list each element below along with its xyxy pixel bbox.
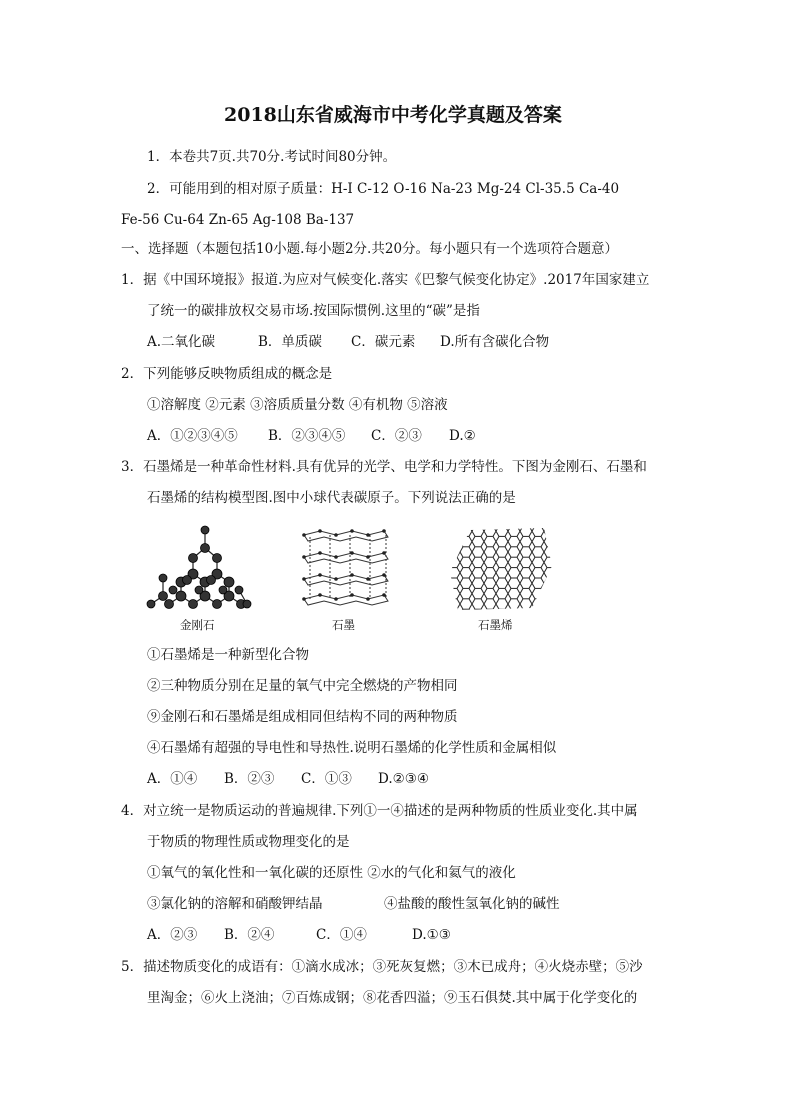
q3-option-c: C．①③ [301, 771, 352, 787]
q3-stem-line2: 石墨烯的结构模型图.图中小球代表碳原子。下列说法正确的是 [147, 490, 516, 506]
q3-statement-1: ①石墨烯是一种新型化合物 [147, 647, 309, 663]
q5-stem-line2: 里淘金；⑥火上浇油；⑦百炼成钢；⑧花香四溢；⑨玉石俱焚.其中属于化学变化的 [147, 990, 638, 1006]
diamond-structure-figure [143, 520, 253, 620]
q4-stem-line2: 于物质的物理性质或物理变化的是 [147, 834, 350, 850]
q4-statement-4: ④盐酸的酸性氢氧化钠的碱性 [384, 896, 560, 912]
graphene-structure-figure [448, 526, 554, 612]
q1-option-b: B．单质碳 [258, 334, 322, 350]
q3-option-a: A．①④ [147, 771, 198, 787]
q1-stem-line2: 了统一的碳排放权交易市场.按国际惯例.这里的“碳”是指 [147, 303, 480, 319]
q1-stem-line1: 1．据《中国环境报》报道.为应对气候变化.落实《巴黎气候变化协定》.2017年国家建立 [121, 272, 650, 288]
q2-option-a: A．①②③④⑤ [147, 428, 238, 444]
q3-option-d: D.②③④ [378, 771, 429, 787]
q1-option-c: C．碳元素 [351, 334, 416, 350]
page-title: 2018山东省威海市中考化学真题及答案 [224, 104, 562, 126]
q1-option-d: D.所有含碳化合物 [440, 334, 550, 350]
q2-stem: 2．下列能够反映物质组成的概念是 [121, 366, 333, 382]
note-2: 2．可能用到的相对原子质量：H-I C-12 O-16 Na-23 Mg-24 Cl-35.5 Ca-40 [147, 181, 620, 197]
q3-statement-3: ⑨金刚石和石墨烯是组成相同但结构不同的两种物质 [147, 709, 458, 725]
q2-option-b: B．②③④⑤ [268, 428, 346, 444]
q4-stem-line1: 4．对立统一是物质运动的普遍规律.下列①一④描述的是两种物质的性质业变化.其中属 [121, 803, 638, 819]
graphite-caption: 石墨 [332, 618, 355, 632]
note-1: 1．本卷共7页.共70分.考试时间80分钟。 [147, 149, 397, 165]
q4-option-b: B．②④ [224, 927, 275, 943]
graphene-caption: 石墨烯 [478, 618, 513, 632]
q4-statement-3: ③氯化钠的溶解和硝酸钾结晶 [147, 896, 323, 912]
q4-option-c: C．①④ [316, 927, 367, 943]
q3-stem-line1: 3．石墨烯是一种革命性材料.具有优异的光学、电学和力学特性。下图为金刚石、石墨和 [121, 459, 647, 475]
note-3: Fe-56 Cu-64 Zn-65 Ag-108 Ba-137 [121, 212, 355, 228]
diamond-caption: 金刚石 [180, 618, 215, 632]
q4-option-a: A．②③ [147, 927, 198, 943]
q2-option-c: C．②③ [371, 428, 422, 444]
q1-option-a: A.二氧化碳 [147, 334, 216, 350]
q3-statement-2: ②三种物质分别在足量的氧气中完全燃烧的产物相同 [147, 678, 458, 694]
section-heading: 一、选择题（本题包括10小题.每小题2分.共20分。每小题只有一个选项符合题意） [121, 241, 619, 257]
q3-option-b: B．②③ [224, 771, 275, 787]
q3-statement-4: ④石墨烯有超强的导电性和导热性.说明石墨烯的化学性质和金属相似 [147, 740, 557, 756]
q2-option-d: D.② [449, 428, 476, 444]
q2-items: ①溶解度 ②元素 ③溶质质量分数 ④有机物 ⑤溶液 [147, 397, 448, 413]
q4-option-d: D.①③ [412, 927, 451, 943]
q4-statement-1-2: ①氧气的氧化性和一氧化碳的还原性 ②水的气化和氦气的液化 [147, 865, 516, 881]
q5-stem-line1: 5．描述物质变化的成语有：①滴水成冰；③死灰复燃；③木已成舟；④火烧赤壁；⑤沙 [121, 959, 643, 975]
graphite-structure-figure [300, 527, 392, 609]
